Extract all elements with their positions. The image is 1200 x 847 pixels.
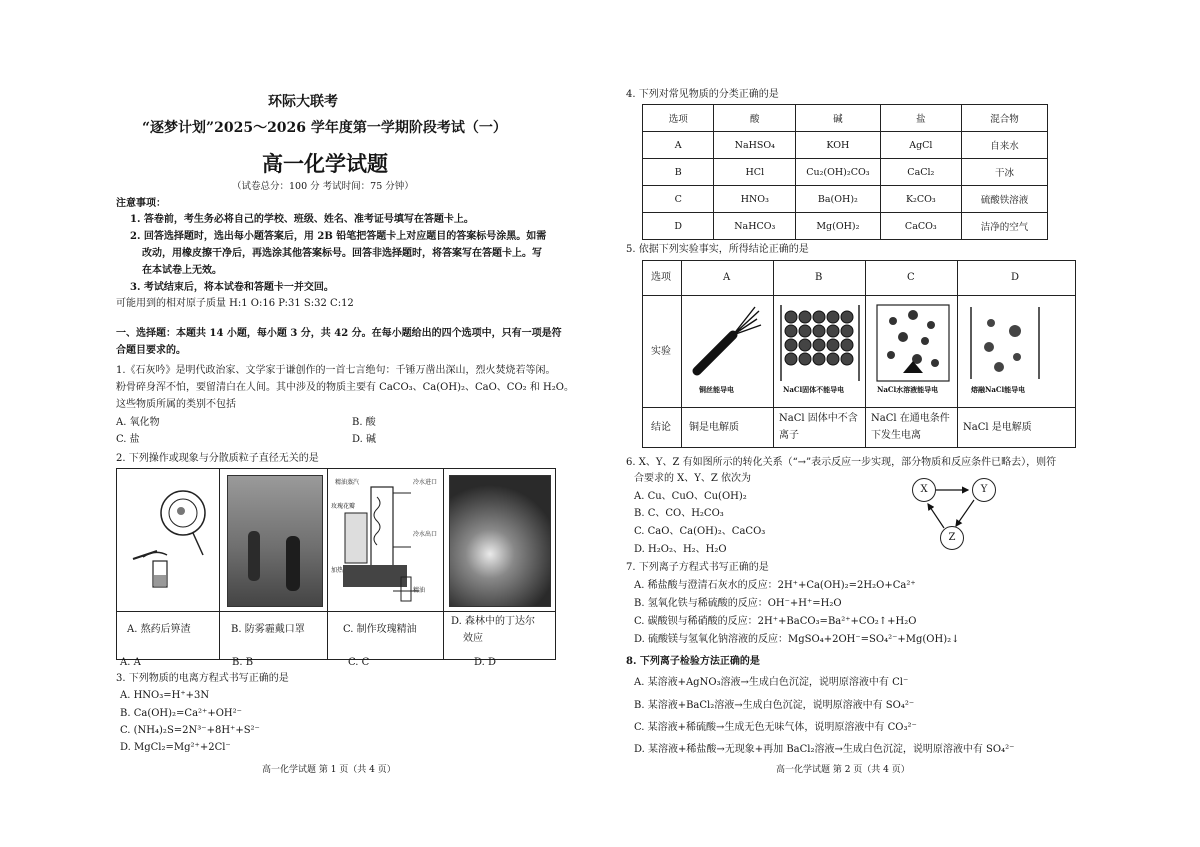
table-cell: B: [643, 159, 714, 186]
org-title: 环际大联考: [268, 94, 338, 110]
node-x: X: [912, 478, 936, 502]
row-label-conclusion: 结论: [651, 422, 671, 433]
q2-option-b[interactable]: B. B: [232, 657, 254, 668]
q7-option-b[interactable]: B. 氢氧化铁与稀硫酸的反应：OH⁻+H⁺=H₂O: [634, 598, 842, 609]
table-cell: 洁净的空气: [962, 213, 1048, 240]
table-cell: Ba(OH)₂: [796, 186, 880, 213]
q7-option-c[interactable]: C. 碳酸钡与稀硝酸的反应：2H⁺+BaCO₃=Ba²⁺+CO₂↑+H₂O: [634, 616, 917, 627]
q8-stem: 8. 下列离子检验方法正确的是: [626, 656, 760, 667]
q6-option-b[interactable]: B. C、CO、H₂CO₃: [634, 508, 724, 519]
q2-caption-b: B. 防雾霾戴口罩: [231, 624, 305, 635]
copper-wire-icon: [689, 301, 767, 381]
q6-stem: 6. X、Y、Z 有如图所示的转化关系（“→”表示反应一步实现，部分物质和反应条件已略去），则符: [626, 457, 1057, 468]
q7-stem: 7. 下列离子方程式书写正确的是: [626, 562, 769, 573]
q6-option-a[interactable]: A. Cu、CuO、Cu(OH)₂: [634, 491, 747, 502]
table-cell: HCl: [714, 159, 796, 186]
exam-info: （试卷总分：100 分 考试时间：75 分钟）: [232, 181, 414, 192]
table-header: 酸: [714, 105, 796, 132]
table-header: D: [1011, 272, 1020, 283]
table-row: [643, 159, 1048, 186]
q2-figure-table: [116, 468, 556, 660]
nacl-solution-beaker: [873, 301, 953, 383]
q8-option-d[interactable]: D. 某溶液+稀盐酸→无现象+再加 BaCl₂溶液→生成白色沉淀，说明原溶液中有 SO₄²⁻: [634, 744, 1015, 755]
conclusion-a: 铜是电解质: [689, 422, 739, 433]
page-2: [600, 0, 1200, 847]
q2-stem: 2. 下列操作或现象与分散质粒子直径无关的是: [116, 453, 319, 464]
table-header: A: [723, 272, 731, 283]
q2-caption-c: C. 制作玫瑰精油: [343, 624, 417, 635]
q6-option-d[interactable]: D. H₂O₂、H₂、H₂O: [634, 544, 727, 555]
exp-caption-d: 熔融NaCl能导电: [971, 385, 1026, 394]
table-header: C: [907, 272, 915, 283]
table-header: 混合物: [962, 105, 1048, 132]
table-cell: HNO₃: [714, 186, 796, 213]
q5-stem: 5. 依据下列实验事实，所得结论正确的是: [626, 244, 809, 255]
apparatus-label: 精油蒸汽: [335, 479, 360, 486]
molten-nacl-ions: [965, 301, 1045, 383]
notes-heading: 注意事项：: [116, 198, 166, 209]
table-cell: CaCl₂: [880, 159, 962, 186]
page-footer: 高一化学试题 第 1 页（共 4 页）: [262, 765, 396, 775]
exp-caption-c: NaCl水溶液能导电: [877, 385, 939, 394]
page-footer: 高一化学试题 第 2 页（共 4 页）: [776, 765, 910, 775]
q6-option-c[interactable]: C. CaO、Ca(OH)₂、CaCO₃: [634, 526, 766, 537]
subject-title: 高一化学试题: [262, 151, 388, 176]
table-header: 碱: [796, 105, 880, 132]
q2-caption-d-cont: 效应: [463, 633, 483, 644]
q1-option-b[interactable]: B. 酸: [352, 417, 376, 428]
q1-option-c[interactable]: C. 盐: [116, 434, 140, 445]
apparatus-label: 加热: [331, 567, 344, 574]
node-z: Z: [940, 526, 964, 550]
atomic-masses: 可能用到的相对原子质量 H:1 O:16 P:31 S:32 C:12: [116, 298, 354, 309]
table-cell: 自来水: [962, 132, 1048, 159]
exp-caption-a: 铜丝能导电: [699, 385, 734, 394]
q3-option-a[interactable]: A. HNO₃=H⁺+3N: [120, 690, 210, 701]
table-header: 选项: [643, 105, 714, 132]
filtering-illustration: [123, 475, 215, 605]
xyz-diagram: [906, 474, 1006, 550]
q8-option-b[interactable]: B. 某溶液+BaCl₂溶液→生成白色沉淀，说明原溶液中有 SO₄²⁻: [634, 700, 915, 711]
note-line: 改动，用橡皮擦干净后，再选涂其他答案标号。回答非选择题时，将答案写在答题卡上。写: [142, 248, 542, 259]
q3-stem: 3. 下列物质的电离方程式书写正确的是: [116, 673, 289, 684]
table-cell: K₂CO₃: [880, 186, 962, 213]
table-cell: 硫酸铁溶液: [962, 186, 1048, 213]
conclusion-b-cont: 离子: [779, 430, 799, 441]
q8-option-a[interactable]: A. 某溶液+AgNO₃溶液→生成白色沉淀，说明原溶液中有 Cl⁻: [634, 677, 909, 688]
apparatus-label: 精油: [413, 587, 426, 594]
q2-option-d[interactable]: D. D: [474, 657, 497, 668]
table-row: [643, 213, 1048, 240]
exam-title: “逐梦计划”2025～2026 学年度第一学期阶段考试（一）: [142, 120, 507, 136]
table-cell: D: [643, 213, 714, 240]
conclusion-c: NaCl 在通电条件: [871, 413, 950, 424]
q4-table: [642, 104, 1048, 240]
table-row: [643, 132, 1048, 159]
table-cell: 干冰: [962, 159, 1048, 186]
q8-option-c[interactable]: C. 某溶液+稀硫酸→生成无色无味气体，说明原溶液中有 CO₃²⁻: [634, 722, 917, 733]
q1-stem: 粉骨碎身浑不怕，要留清白在人间。其中涉及的物质主要有 CaCO₃、Ca(OH)₂、CaO、CO₂ 和 H₂O。: [116, 382, 574, 393]
q2-option-a[interactable]: A. A: [120, 657, 141, 668]
note-line: 2. 回答选择题时，选出每小题答案后，用 2B 铅笔把答题卡上对应题目的答案标号涂黑。如需: [130, 231, 547, 242]
table-row: [643, 186, 1048, 213]
q3-option-b[interactable]: B. Ca(OH)₂=Ca²⁺+OH²⁻: [120, 708, 242, 719]
q5-table: [642, 260, 1076, 448]
q1-stem: 这些物质所属的类别不包括: [116, 399, 236, 410]
q3-option-c[interactable]: C. (NH₄)₂S=2N³⁻+8H⁺+S²⁻: [120, 725, 260, 736]
conclusion-c-cont: 下发生电离: [871, 430, 921, 441]
q4-stem: 4. 下列对常见物质的分类正确的是: [626, 89, 779, 100]
q7-option-d[interactable]: D. 硫酸镁与氢氧化钠溶液的反应：MgSO₄+2OH⁻=SO₄²⁻+Mg(OH)₂↓: [634, 634, 960, 645]
row-label-experiment: 实验: [651, 346, 671, 357]
apparatus-label: 冷水出口: [413, 531, 438, 538]
table-header: B: [815, 272, 823, 283]
table-cell: NaHSO₄: [714, 132, 796, 159]
table-cell: A: [643, 132, 714, 159]
exp-caption-b: NaCl固体不能导电: [783, 385, 845, 394]
q7-option-a[interactable]: A. 稀盐酸与澄清石灰水的反应：2H⁺+Ca(OH)₂=2H₂O+Ca²⁺: [634, 580, 916, 591]
section-heading-cont: 合题目要求的。: [116, 345, 186, 356]
q1-stem: 1.《石灰吟》是明代政治家、文学家于谦创作的一首七言绝句：千锤万凿出深山，烈火焚烧若等闲。: [116, 365, 556, 376]
conclusion-d: NaCl 是电解质: [963, 422, 1032, 433]
table-cell: Cu₂(OH)₂CO₃: [796, 159, 880, 186]
table-header: 盐: [880, 105, 962, 132]
nacl-solid-lattice: [779, 301, 861, 383]
note-line: 在本试卷上无效。: [142, 265, 222, 276]
note-line: 1. 答卷前，考生务必将自己的学校、班级、姓名、准考证号填写在答题卡上。: [130, 214, 474, 225]
note-line: 3. 考试结束后，将本试卷和答题卡一并交回。: [130, 282, 334, 293]
q1-option-d[interactable]: D. 碱: [352, 434, 377, 445]
table-cell: NaHCO₃: [714, 213, 796, 240]
smog-mask-photo: [227, 475, 323, 607]
q3-option-d[interactable]: D. MgCl₂=Mg²⁺+2Cl⁻: [120, 742, 231, 753]
forest-tyndall-photo: [449, 475, 551, 607]
table-header: 选项: [651, 272, 671, 283]
table-cell: C: [643, 186, 714, 213]
q1-option-a[interactable]: A. 氧化物: [116, 417, 160, 428]
section-heading: 一、选择题：本题共 14 小题，每小题 3 分，共 42 分。在每小题给出的四个选项中，只有一项是符: [116, 328, 562, 339]
q2-caption-d: D. 森林中的丁达尔: [451, 616, 536, 627]
q2-option-c[interactable]: C. C: [348, 657, 370, 668]
table-cell: Mg(OH)₂: [796, 213, 880, 240]
q6-stem-cont: 合要求的 X、Y、Z 依次为: [634, 473, 752, 484]
table-cell: KOH: [796, 132, 880, 159]
table-cell: CaCO₃: [880, 213, 962, 240]
q2-caption-a: A. 熬药后箅渣: [127, 624, 191, 635]
node-y: Y: [972, 478, 996, 502]
conclusion-b: NaCl 固体中不含: [779, 413, 858, 424]
table-cell: AgCl: [880, 132, 962, 159]
apparatus-label: 冷水进口: [413, 479, 438, 486]
apparatus-label: 玫瑰花瓣: [331, 503, 356, 510]
